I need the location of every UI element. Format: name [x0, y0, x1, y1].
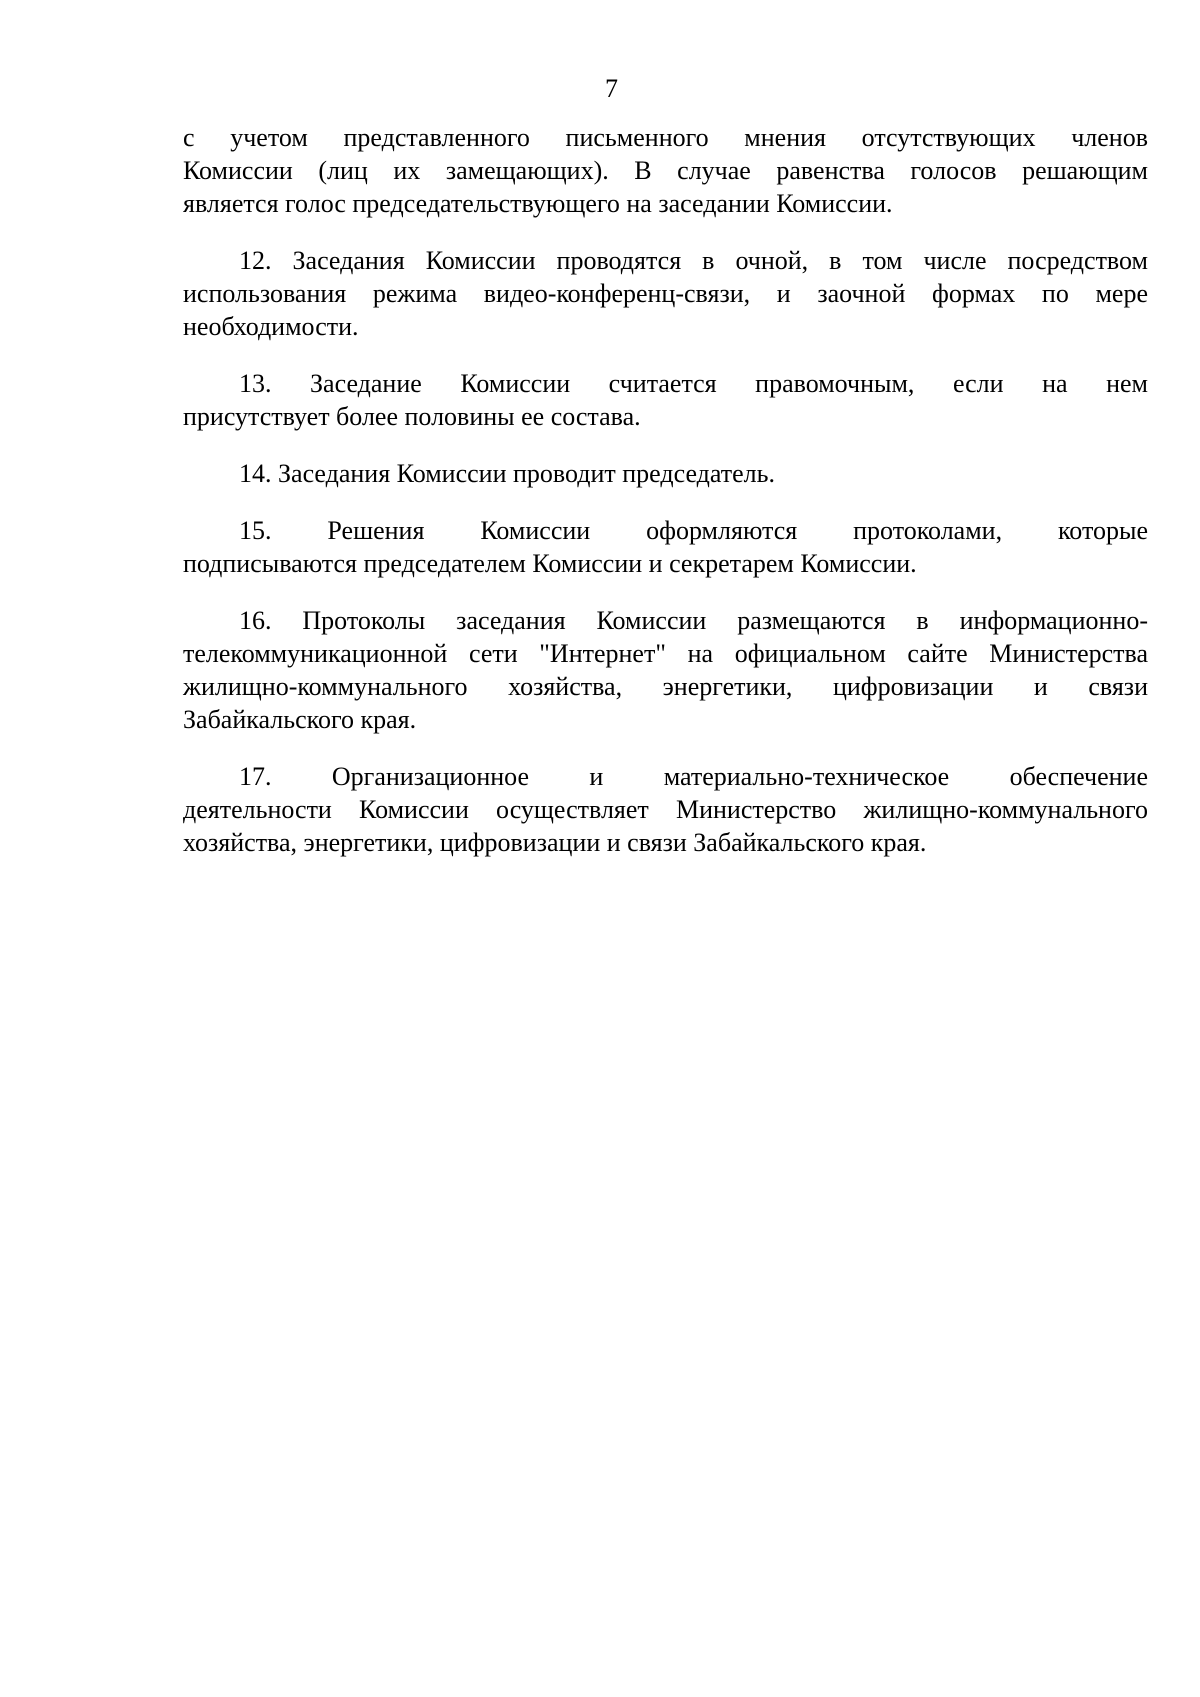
- text-line: с учетом представленного письменного мнения отсутствующих членов: [183, 123, 1148, 152]
- text-line: использования режима видео-конференц-связи, и заочной формах по мере: [183, 279, 1148, 308]
- paragraph-11-continuation: [183, 121, 1148, 220]
- text-line: присутствует более половины ее состава.: [183, 402, 641, 431]
- text-line: Забайкальского края.: [183, 705, 417, 734]
- document-body: [183, 121, 1148, 883]
- text-line: 13. Заседание Комиссии считается правомочным, если на нем: [239, 369, 1148, 398]
- text-line: 12. Заседания Комиссии проводятся в очной, в том числе посредством: [239, 246, 1148, 275]
- text-line: 15. Решения Комиссии оформляются протоколами, которые: [239, 516, 1148, 545]
- paragraph-17: [183, 760, 1148, 859]
- text-line: подписываются председателем Комиссии и секретарем Комиссии.: [183, 549, 917, 578]
- paragraph-13: [183, 367, 1148, 433]
- text-line: Комиссии (лиц их замещающих). В случае равенства голосов решающим: [183, 156, 1148, 185]
- page-number: 7: [605, 74, 618, 103]
- text-line: жилищно-коммунального хозяйства, энергетики, цифровизации и связи: [183, 672, 1148, 701]
- text-line: необходимости.: [183, 312, 359, 341]
- text-line: 14. Заседания Комиссии проводит председатель.: [239, 459, 775, 488]
- text-line: 16. Протоколы заседания Комиссии размещаются в информационно-: [239, 606, 1148, 635]
- text-line: деятельности Комиссии осуществляет Министерство жилищно-коммунального: [183, 795, 1148, 824]
- text-line: телекоммуникационной сети "Интернет" на официальном сайте Министерства: [183, 639, 1148, 668]
- paragraph-12: [183, 244, 1148, 343]
- paragraph-16: [183, 604, 1148, 736]
- text-line: хозяйства, энергетики, цифровизации и связи Забайкальского края.: [183, 828, 927, 857]
- paragraph-15: [183, 514, 1148, 580]
- text-line: является голос председательствующего на заседании Комиссии.: [183, 189, 893, 218]
- paragraph-14: [183, 457, 1148, 490]
- text-line: 17. Организационное и материально-техническое обеспечение: [239, 762, 1148, 791]
